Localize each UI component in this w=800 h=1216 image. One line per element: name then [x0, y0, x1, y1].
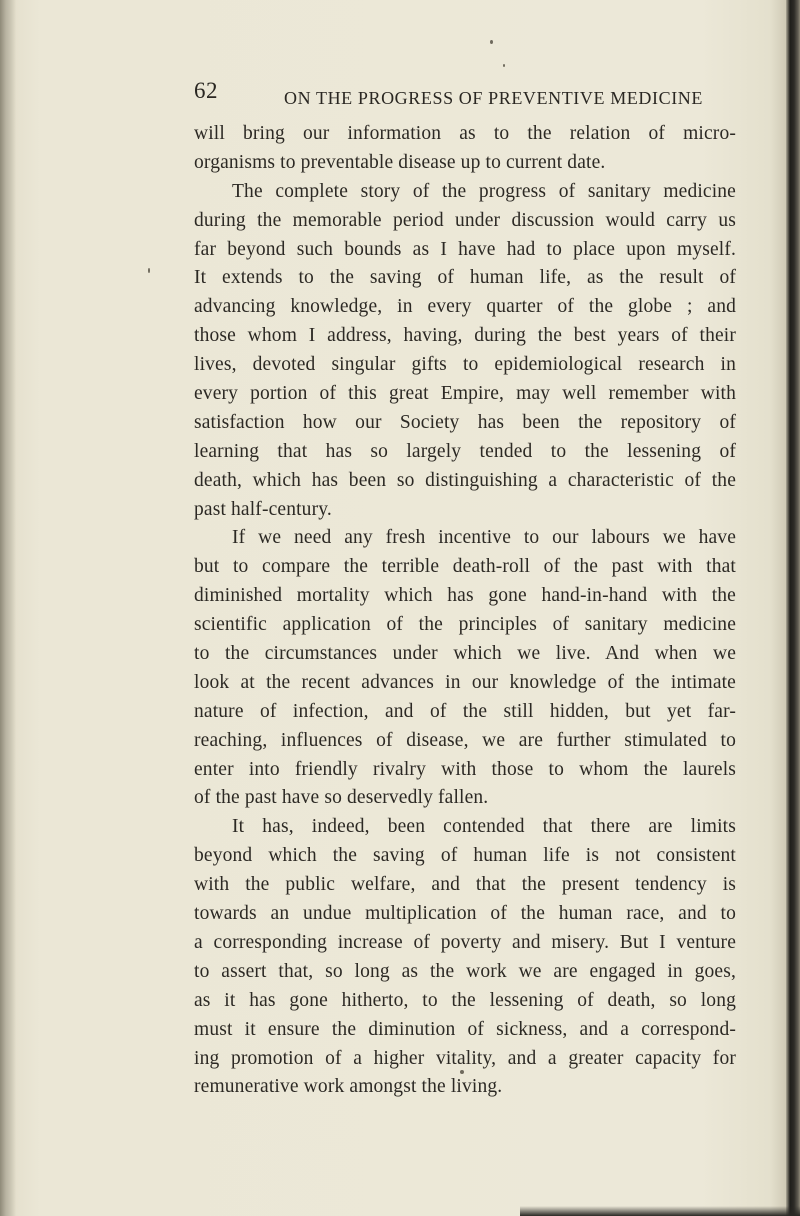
text-line: It extends to the saving of human life, as the result of	[194, 267, 736, 289]
text-line: those whom I address, having, during the best years of their	[194, 325, 736, 347]
text-line: look at the recent advances in our knowledge of the intimate	[194, 671, 736, 693]
text-line: towards an undue multiplication of the human race, and to	[194, 903, 736, 925]
text-line: but to compare the terrible death-roll of the past with that	[194, 556, 736, 578]
text-line: reaching, influences of disease, we are further stimulated to	[194, 729, 736, 751]
running-head: ON THE PROGRESS OF PREVENTIVE MEDICINE	[284, 88, 703, 108]
text-line: a corresponding increase of poverty and misery. But I venture	[194, 931, 736, 953]
text-line: organisms to preventable disease up to current date.	[194, 151, 606, 173]
paper-speck	[460, 1070, 464, 1074]
text-line: learning that has so largely tended to the lessening of	[194, 440, 736, 462]
paper-speck	[148, 268, 150, 273]
text-line: to assert that, so long as the work we are engaged in goes,	[194, 960, 736, 982]
binding-shadow	[0, 0, 16, 1216]
page-number: 62	[194, 78, 218, 103]
text-line: past half-century.	[194, 498, 332, 520]
page-header	[194, 78, 703, 108]
text-line: of the past have so deservedly fallen.	[194, 787, 489, 809]
text-line: scientific application of the principles of sanitary medicine	[194, 614, 736, 636]
text-line: as it has gone hitherto, to the lessening of death, so long	[194, 989, 736, 1011]
text-line: ing promotion of a higher vitality, and a greater capacity for	[194, 1047, 736, 1069]
body-text	[194, 120, 736, 1102]
text-line: nature of infection, and of the still hidden, but yet far-	[194, 700, 736, 722]
text-line: every portion of this great Empire, may well remember with	[194, 383, 736, 405]
paper-speck	[503, 64, 505, 67]
text-line: far beyond such bounds as I have had to place upon myself.	[194, 238, 736, 260]
text-line: will bring our information as to the relation of micro-	[194, 123, 736, 144]
text-line: lives, devoted singular gifts to epidemiological research in	[194, 354, 736, 376]
paper-speck	[490, 40, 493, 44]
text-line: to the circumstances under which we live. And when we	[194, 643, 736, 665]
text-line: diminished mortality which has gone hand-in-hand with the	[194, 585, 736, 607]
text-line: If we need any fresh incentive to our labours we have	[232, 527, 736, 549]
text-line: satisfaction how our Society has been the repository of	[194, 411, 736, 433]
text-line: remunerative work amongst the living.	[194, 1076, 503, 1098]
page-edge	[786, 0, 800, 1216]
text-line: with the public welfare, and that the present tendency is	[194, 874, 736, 896]
text-line: The complete story of the progress of sanitary medicine	[232, 180, 736, 202]
text-line: enter into friendly rivalry with those to whom the laurels	[194, 758, 736, 780]
text-line: It has, indeed, been contended that there are limits	[232, 816, 736, 838]
text-line: beyond which the saving of human life is not consistent	[194, 845, 736, 867]
text-line: death, which has been so distinguishing a characteristic of the	[194, 469, 736, 491]
text-line: must it ensure the diminution of sickness, and a correspond-	[194, 1018, 736, 1040]
page-bottom-edge	[520, 1206, 800, 1216]
text-line: advancing knowledge, in every quarter of the globe ; and	[194, 296, 736, 318]
text-line: during the memorable period under discussion would carry us	[194, 209, 736, 231]
